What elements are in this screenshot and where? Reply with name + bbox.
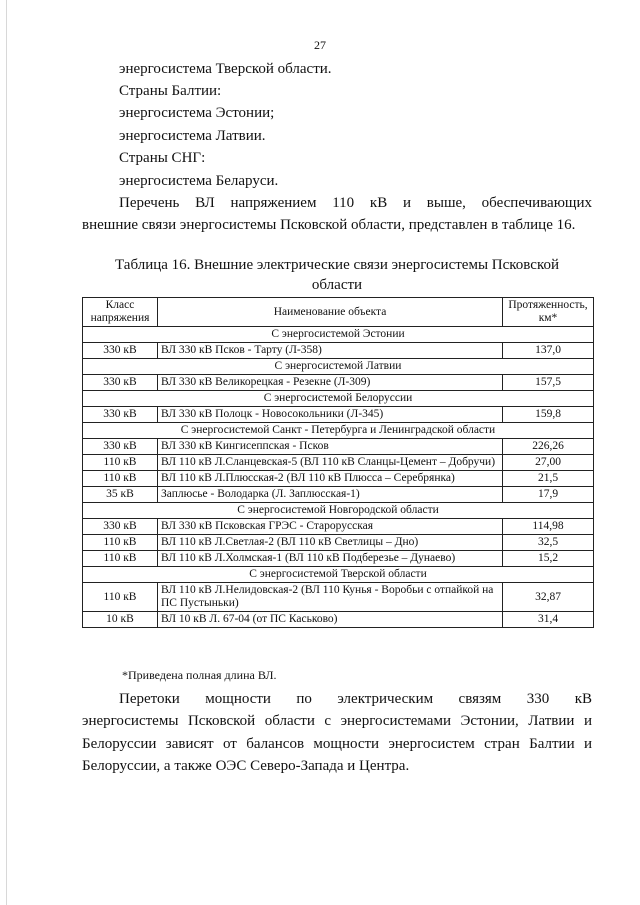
name-cell: ВЛ 330 кВ Великорецкая - Резекне (Л-309)	[158, 375, 503, 391]
table-row	[83, 407, 594, 423]
intro-line: энергосистема Тверской области.	[119, 61, 332, 77]
length-cell: 21,5	[503, 471, 594, 487]
table-header-row	[83, 298, 594, 327]
table-caption-line-2: области	[311, 277, 363, 293]
voltage-cell: 10 кВ	[83, 612, 158, 628]
voltage-cell: 35 кВ	[83, 487, 158, 503]
length-cell: 32,87	[503, 583, 594, 612]
name-cell: ВЛ 110 кВ Л.Нелидовская-2 (ВЛ 110 Кунья - Воробьи с отпайкой на ПС Пустыньки)	[158, 583, 503, 612]
header-voltage-class: Класс напряжения	[83, 298, 158, 327]
section-title: С энергосистемой Эстонии	[83, 327, 594, 343]
table-row	[83, 375, 594, 391]
voltage-cell: 110 кВ	[83, 551, 158, 567]
length-cell: 137,0	[503, 343, 594, 359]
section-row	[83, 567, 594, 583]
table-row	[83, 471, 594, 487]
table-row	[83, 551, 594, 567]
intro-line: Страны Балтии:	[119, 83, 222, 99]
section-title: С энергосистемой Тверской области	[83, 567, 594, 583]
paragraph-1-line-1: Перечень ВЛ напряжением 110 кВ и выше, обеспечивающих	[119, 195, 592, 211]
section-row	[83, 391, 594, 407]
header-length: Протяженность, км*	[503, 298, 594, 327]
paragraph-2-line-1: Перетоки мощности по электрическим связям 330 кВ	[119, 691, 592, 707]
table-row	[83, 439, 594, 455]
paragraph-2-line-4: Белоруссии, а также ОЭС Северо-Запада и Центра.	[82, 758, 410, 774]
table-caption-line-1: Таблица 16. Внешние электрические связи энергосистемы Псковской	[115, 257, 559, 273]
voltage-cell: 110 кВ	[83, 455, 158, 471]
voltage-cell: 330 кВ	[83, 343, 158, 359]
length-cell: 157,5	[503, 375, 594, 391]
paragraph-2-line-2: энергосистемы Псковской области с энергосистемами Эстонии, Латвии и	[82, 713, 592, 729]
page-number: 27	[314, 38, 326, 52]
section-row	[83, 359, 594, 375]
length-cell: 15,2	[503, 551, 594, 567]
name-cell: ВЛ 330 кВ Кингисеппская - Псков	[158, 439, 503, 455]
voltage-cell: 330 кВ	[83, 407, 158, 423]
voltage-cell: 110 кВ	[83, 583, 158, 612]
section-title: С энергосистемой Санкт - Петербурга и Ленинградской области	[83, 423, 594, 439]
section-title: С энергосистемой Белоруссии	[83, 391, 594, 407]
table-row	[83, 519, 594, 535]
length-cell: 17,9	[503, 487, 594, 503]
name-cell: ВЛ 330 кВ Псков - Тарту (Л-358)	[158, 343, 503, 359]
external-links-table	[82, 297, 594, 628]
table-row	[83, 612, 594, 628]
section-row	[83, 327, 594, 343]
name-cell: ВЛ 330 кВ Псковская ГРЭС - Старорусская	[158, 519, 503, 535]
name-cell: ВЛ 110 кВ Л.Сланцевская-5 (ВЛ 110 кВ Сланцы-Цемент – Добручи)	[158, 455, 503, 471]
table-row	[83, 487, 594, 503]
voltage-cell: 330 кВ	[83, 519, 158, 535]
name-cell: ВЛ 110 кВ Л.Плюсская-2 (ВЛ 110 кВ Плюсса – Серебрянка)	[158, 471, 503, 487]
name-cell: ВЛ 10 кВ Л. 67-04 (от ПС Каськово)	[158, 612, 503, 628]
length-cell: 114,98	[503, 519, 594, 535]
length-cell: 31,4	[503, 612, 594, 628]
intro-line: энергосистема Беларуси.	[119, 173, 279, 189]
page-edge	[6, 0, 7, 905]
header-object-name: Наименование объекта	[158, 298, 503, 327]
name-cell: Заплюсье - Володарка (Л. Заплюсская-1)	[158, 487, 503, 503]
paragraph-2-line-3: Белоруссии зависят от балансов мощности энергосистем стран Балтии и	[82, 736, 592, 752]
paragraph-1-line-2: внешние связи энергосистемы Псковской области, представлен в таблице 16.	[82, 217, 576, 233]
length-cell: 32,5	[503, 535, 594, 551]
table-row	[83, 535, 594, 551]
table-row	[83, 583, 594, 612]
section-row	[83, 503, 594, 519]
table-footnote: *Приведена полная длина ВЛ.	[122, 668, 277, 682]
intro-line: Страны СНГ:	[119, 150, 206, 166]
voltage-cell: 110 кВ	[83, 471, 158, 487]
table-row	[83, 455, 594, 471]
voltage-cell: 110 кВ	[83, 535, 158, 551]
section-row	[83, 423, 594, 439]
length-cell: 226,26	[503, 439, 594, 455]
section-title: С энергосистемой Новгородской области	[83, 503, 594, 519]
voltage-cell: 330 кВ	[83, 439, 158, 455]
intro-line: энергосистема Эстонии;	[119, 105, 275, 121]
name-cell: ВЛ 110 кВ Л.Холмская-1 (ВЛ 110 кВ Подберезье – Дунаево)	[158, 551, 503, 567]
name-cell: ВЛ 110 кВ Л.Светлая-2 (ВЛ 110 кВ Светлицы – Дно)	[158, 535, 503, 551]
name-cell: ВЛ 330 кВ Полоцк - Новосокольники (Л-345)	[158, 407, 503, 423]
table-row	[83, 343, 594, 359]
length-cell: 27,00	[503, 455, 594, 471]
voltage-cell: 330 кВ	[83, 375, 158, 391]
intro-line: энергосистема Латвии.	[119, 128, 266, 144]
section-title: С энергосистемой Латвии	[83, 359, 594, 375]
length-cell: 159,8	[503, 407, 594, 423]
